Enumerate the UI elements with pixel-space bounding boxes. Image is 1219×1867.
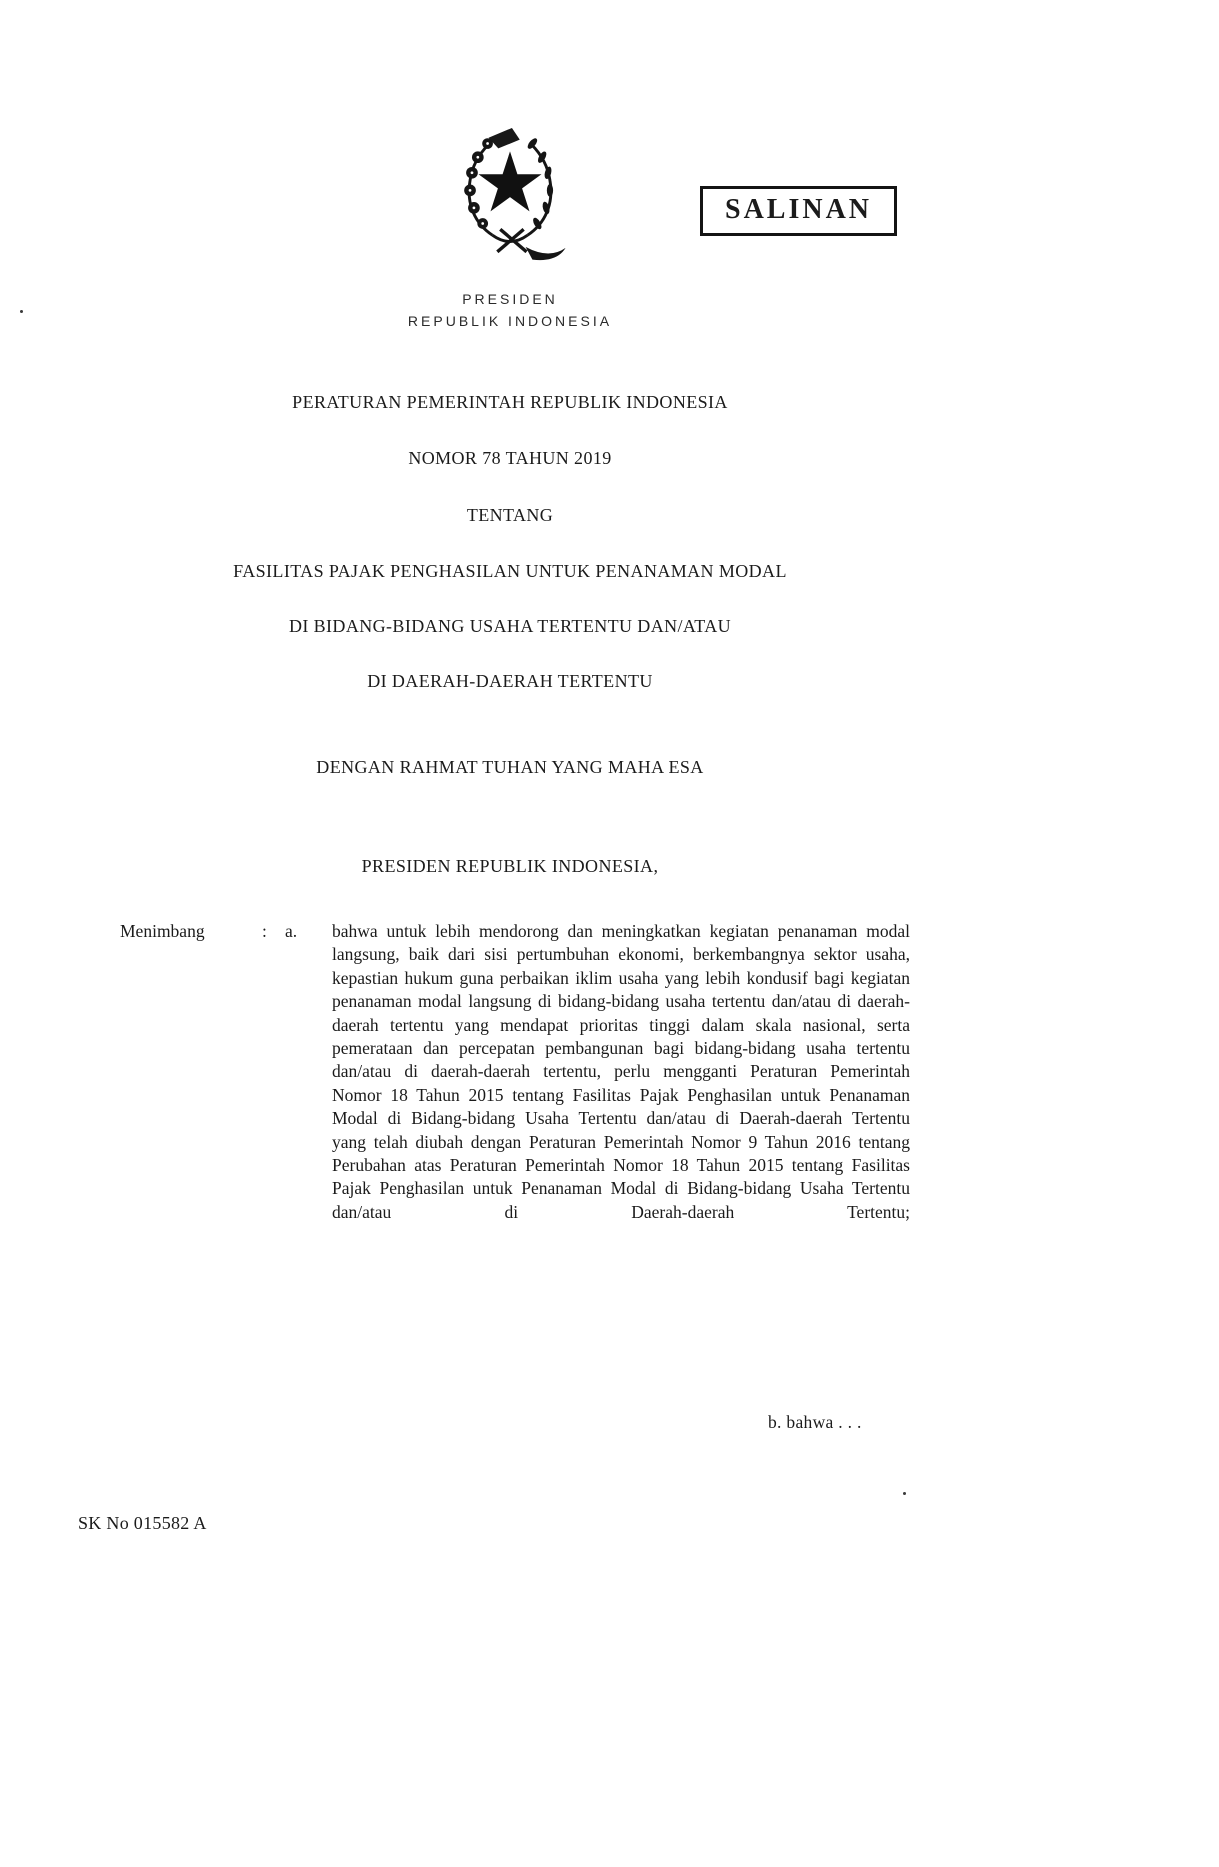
considering-label: Menimbang: [120, 921, 205, 941]
title-line-5: DI BIDANG-BIDANG USAHA TERTENTU DAN/ATAU: [288, 616, 732, 636]
considering-block: [120, 920, 910, 1224]
scan-speck-right: [903, 1492, 906, 1495]
letterhead-presiden: PRESIDEN: [462, 291, 558, 307]
scan-speck-left: [20, 310, 23, 313]
catchword-next-item: b. bahwa . . .: [768, 1412, 862, 1432]
considering-separator: :: [262, 921, 267, 941]
considering-item-a-label: a.: [285, 921, 298, 941]
title-line-3: TENTANG: [466, 505, 554, 525]
presidential-seal-icon: [432, 122, 588, 286]
title-line-2: NOMOR 78 TAHUN 2019: [408, 448, 612, 468]
considering-item-a-text: bahwa untuk lebih mendorong dan meningkatkan kegiatan penanaman modal langsung, baik dari sisi pertumbuhan ekonomi, berkembangnya sektor usaha, kepastian hukum guna perbaikan iklim usaha yang lebih kondusif bagi kegiatan penanaman modal langsung di bidang-bidang usaha tertentu dan/atau di daerah-daerah tertentu yang mendapat prioritas tinggi dalam skala nasional, serta pemerataan dan percepatan pembangunan bagi bidang-bidang usaha tertentu dan/atau di daerah-daerah tertentu, perlu mengganti Peraturan Pemerintah Nomor 18 Tahun 2015 tentang Fasilitas Pajak Penghasilan untuk Penanaman Modal di Bidang-bidang Usaha Tertentu dan/atau di Daerah-daerah Tertentu yang telah diubah dengan Peraturan Pemerintah Nomor 9 Tahun 2016 tentang Perubahan atas Peraturan Pemerintah Nomor 18 Tahun 2015 tentang Fasilitas Pajak Penghasilan untuk Penanaman Modal di Bidang-bidang Usaha Tertentu dan/atau di Daerah-daerah Tertentu;: [332, 921, 910, 1222]
title-line-4: FASILITAS PAJAK PENGHASILAN UNTUK PENANAMAN MODAL: [233, 561, 787, 581]
title-line-6: DI DAERAH-DAERAH TERTENTU: [367, 671, 653, 691]
title-line-1: PERATURAN PEMERINTAH REPUBLIK INDONESIA: [292, 392, 728, 412]
letterhead-republik-indonesia: REPUBLIK INDONESIA: [407, 313, 613, 329]
salinan-stamp-label: SALINAN: [725, 194, 873, 225]
invocation-line: DENGAN RAHMAT TUHAN YANG MAHA ESA: [316, 757, 704, 777]
salinan-stamp: [700, 186, 897, 236]
opening-line: PRESIDEN REPUBLIK INDONESIA,: [361, 856, 659, 876]
document-control-number: SK No 015582 A: [78, 1513, 207, 1533]
